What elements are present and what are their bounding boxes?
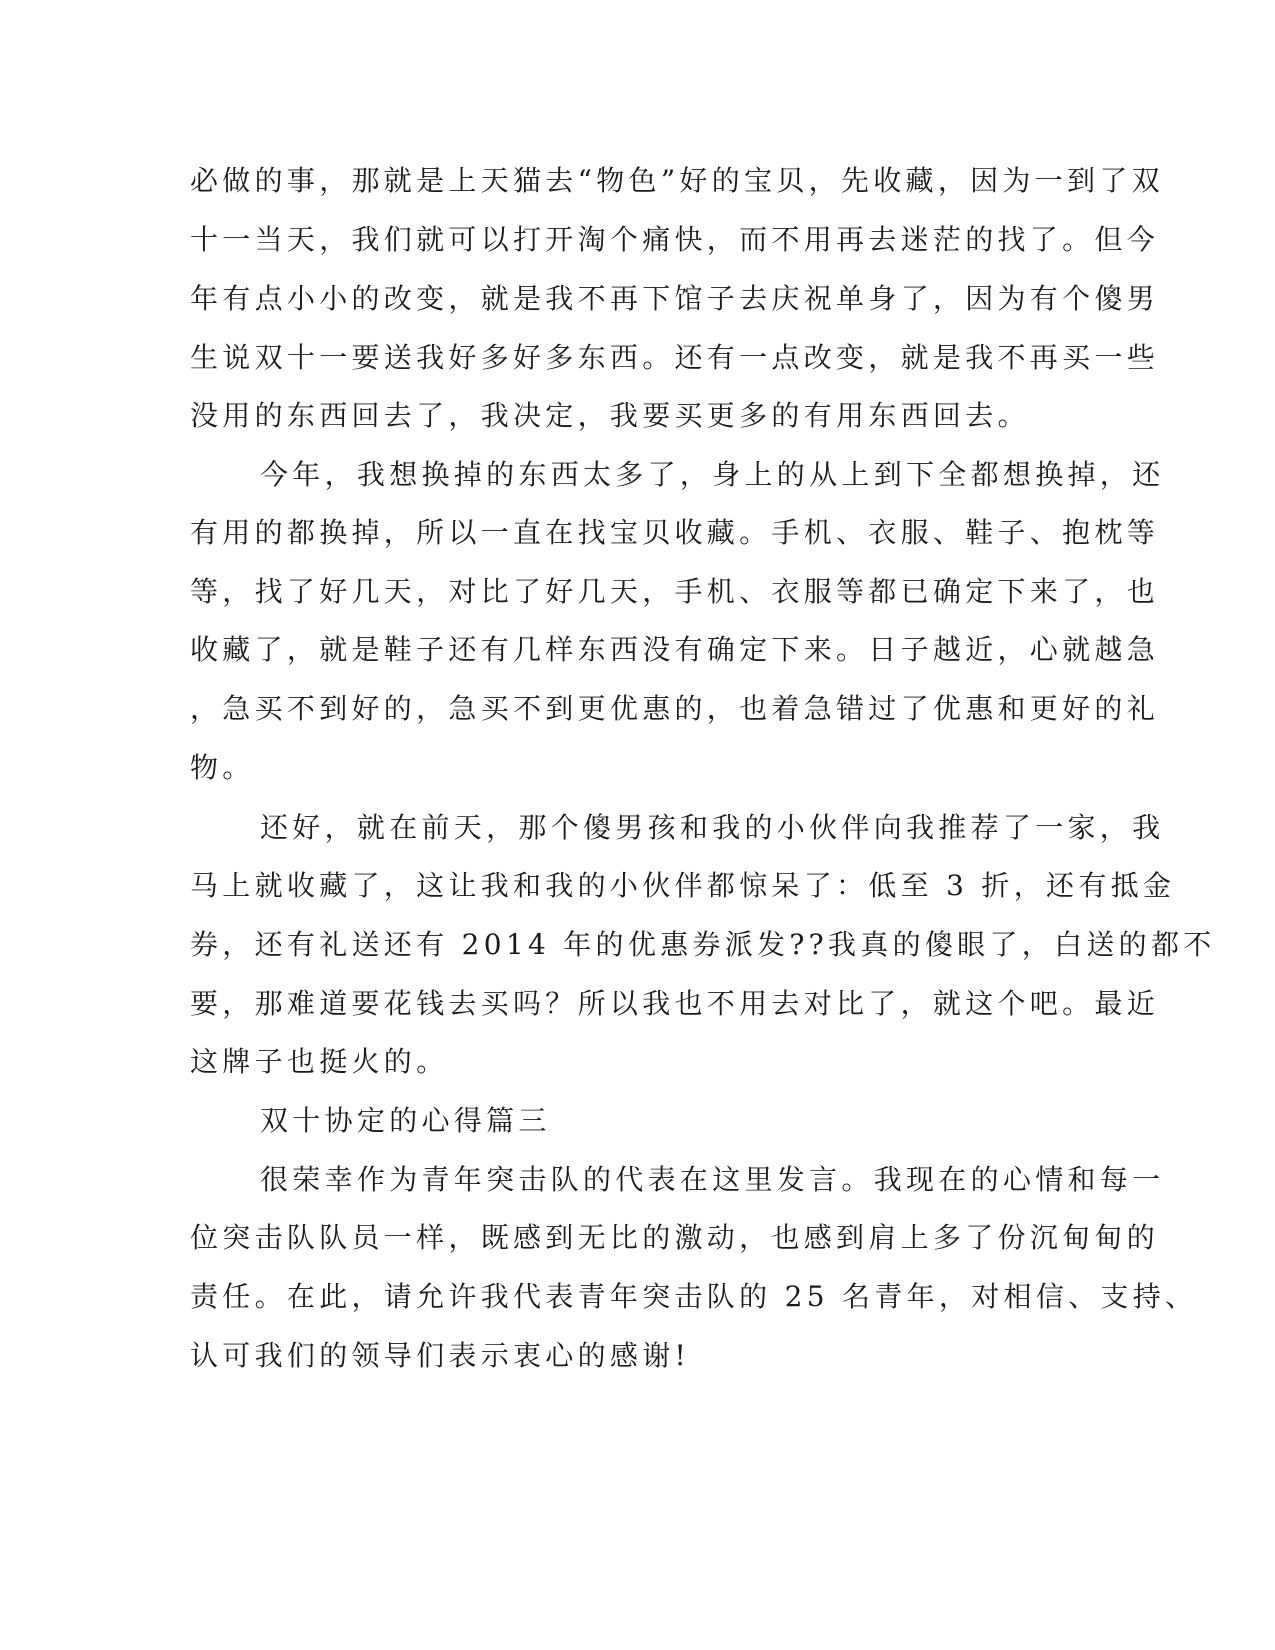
text-line: 等，找了好几天，对比了好几天，手机、衣服等都已确定下来了，也 (190, 575, 1160, 608)
text-line: 这牌子也挺火的。 (190, 1045, 449, 1078)
text-line: 位突击队队员一样，既感到无比的激动，也感到肩上多了份沉甸甸的 (190, 1221, 1160, 1254)
paragraph-first-line: 还好，就在前天，那个傻男孩和我的小伙伴向我推荐了一家，我 (260, 811, 1165, 844)
text-line: 必做的事，那就是上天猫去“物色”好的宝贝，先收藏，因为一到了双 (190, 164, 1164, 197)
text-line: 认可我们的领导们表示衷心的感谢! (190, 1339, 691, 1372)
text-line: 要，那难道要花钱去买吗？所以我也不用去对比了，就这个吧。最近 (190, 987, 1160, 1020)
text-line: ，急买不到好的，急买不到更优惠的，也着急错过了优惠和更好的礼 (190, 692, 1160, 725)
text-line: 马上就收藏了，这让我和我的小伙伴都惊呆了：低至 3 折，还有抵金 (190, 869, 1176, 902)
text-line: 物。 (190, 751, 255, 784)
paragraph-first-line: 今年，我想换掉的东西太多了，身上的从上到下全都想换掉，还 (260, 458, 1165, 491)
text-line: 年有点小小的改变，就是我不再下馆子去庆祝单身了，因为有个傻男 (190, 282, 1160, 315)
text-line: 没用的东西回去了，我决定，我要买更多的有用东西回去。 (190, 399, 1030, 432)
text-line: 生说双十一要送我好多好多东西。还有一点改变，就是我不再买一些 (190, 341, 1160, 374)
text-line: 有用的都换掉，所以一直在找宝贝收藏。手机、衣服、鞋子、抱枕等 (190, 516, 1160, 549)
section-heading: 双十协定的心得篇三 (260, 1104, 551, 1137)
text-line: 责任。在此，请允许我代表青年突击队的 25 名青年，对相信、支持、 (190, 1280, 1198, 1313)
text-line: 券，还有礼送还有 2014 年的优惠券派发??我真的傻眼了，白送的都不 (190, 928, 1216, 961)
paragraph-first-line: 很荣幸作为青年突击队的代表在这里发言。我现在的心情和每一 (260, 1163, 1165, 1196)
text-line: 十一当天，我们就可以打开淘个痛快，而不用再去迷茫的找了。但今 (190, 223, 1160, 256)
text-line: 收藏了，就是鞋子还有几样东西没有确定下来。日子越近，心就越急 (190, 633, 1160, 666)
